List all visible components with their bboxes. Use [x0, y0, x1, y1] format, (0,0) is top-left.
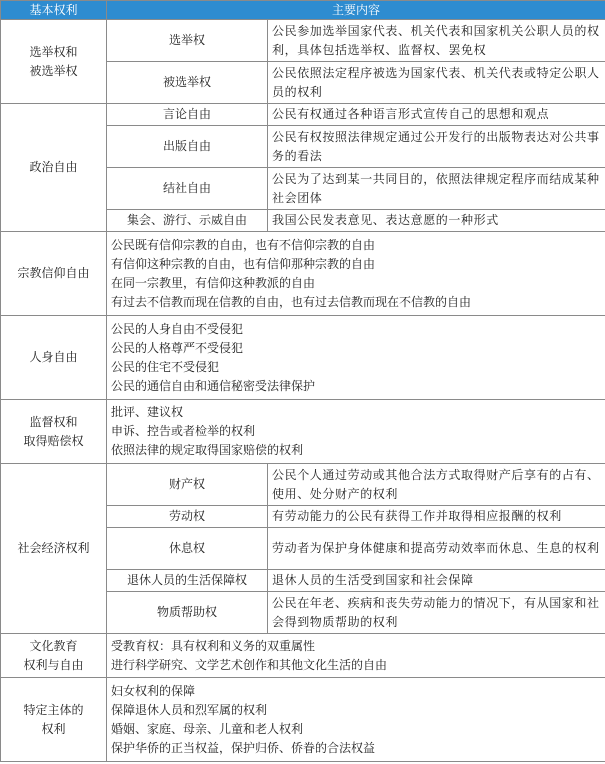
right-name: 言论自由 [107, 104, 268, 126]
category-label: 取得赔偿权 [23, 433, 84, 448]
category-cell: 政治自由 [1, 104, 107, 232]
right-name: 休息权 [107, 528, 268, 570]
table-row [1, 400, 605, 464]
list-item: 有信仰这种宗教的自由，也有信仰那种宗教的自由 [111, 256, 376, 271]
list-item: 有过去不信教而现在信教的自由，也有过去信教而现在不信教的自由 [111, 294, 472, 309]
list-item: 公民的人身自由不受侵犯 [111, 321, 244, 336]
table-row [1, 20, 605, 62]
category-cell [1, 400, 107, 464]
right-description: 公民参加选举国家代表、机关代表和国家机关公职人员的权利，具体包括选举权、监督权、罢免权 [268, 20, 605, 62]
category-label: 权利 [41, 721, 66, 736]
right-description: 公民个人通过劳动或其他合法方式取得财产后享有的占有、使用、处分财产的权利 [268, 464, 605, 506]
category-cell: 社会经济权利 [1, 464, 107, 634]
list-item: 进行科学研究、文学艺术创作和其他文化生活的自由 [111, 657, 388, 672]
category-label: 监督权和 [29, 414, 78, 429]
category-label: 被选举权 [29, 63, 78, 78]
content-list [107, 316, 605, 400]
list-item: 申诉、控告或者检举的权利 [111, 424, 256, 438]
right-name: 退休人员的生活保障权 [107, 570, 268, 592]
right-name: 集会、游行、示威自由 [107, 210, 268, 232]
right-description: 公民有权按照法律规定通过公开发行的出版物表达对公共事务的看法 [268, 126, 605, 168]
right-description: 公民在年老、疾病和丧失劳动能力的情况下，有从国家和社会得到物质帮助的权利 [268, 592, 605, 634]
list-item: 保护华侨的正当权益，保护归侨、侨眷的合法权益 [111, 740, 376, 755]
right-description: 劳动者为保护身体健康和提高劳动效率而休息、生息的权利 [268, 528, 605, 570]
right-description: 有劳动能力的公民有获得工作并取得相应报酬的权利 [268, 506, 605, 528]
list-item: 公民既有信仰宗教的自由，也有不信仰宗教的自由 [111, 237, 376, 252]
content-list [107, 232, 605, 316]
right-name: 出版自由 [107, 126, 268, 168]
category-cell: 宗教信仰自由 [1, 232, 107, 316]
header-main-content: 主要内容 [107, 1, 605, 20]
list-item: 公民的住宅不受侵犯 [111, 359, 220, 374]
table-row [1, 678, 605, 762]
category-label: 文化教育 [29, 638, 78, 653]
category-cell: 人身自由 [1, 316, 107, 400]
list-item: 受教育权：具有权利和义务的双重属性 [111, 638, 316, 653]
right-name: 结社自由 [107, 168, 268, 210]
list-item: 公民的人格尊严不受侵犯 [111, 340, 244, 355]
category-label: 选举权和 [29, 44, 78, 59]
content-list [107, 400, 605, 464]
right-description: 我国公民发表意见、表达意愿的一种形式 [268, 210, 605, 232]
category-label: 权利与自由 [23, 657, 84, 672]
table-row [1, 464, 605, 506]
right-name: 物质帮助权 [107, 592, 268, 634]
table-row [1, 232, 605, 316]
list-item: 公民的通信自由和通信秘密受法律保护 [111, 378, 316, 393]
list-item: 保障退休人员和烈军属的权利 [111, 702, 268, 717]
right-description: 公民依照法定程序被选为国家代表、机关代表或特定公职人员的权利 [268, 62, 605, 104]
right-name: 财产权 [107, 464, 268, 506]
right-name: 劳动权 [107, 506, 268, 528]
list-item: 批评、建议权 [111, 405, 184, 419]
category-cell [1, 634, 107, 678]
list-item: 婚姻、家庭、母亲、儿童和老人权利 [111, 721, 304, 736]
right-description: 公民有权通过各种语言形式宣传自己的思想和观点 [268, 104, 605, 126]
table-row [1, 316, 605, 400]
table-row [1, 634, 605, 678]
right-name: 选举权 [107, 20, 268, 62]
list-item: 在同一宗教里，有信仰这种教派的自由 [111, 275, 316, 290]
content-list [107, 678, 605, 762]
list-item: 妇女权利的保障 [111, 683, 196, 698]
category-cell [1, 678, 107, 762]
content-list [107, 634, 605, 678]
list-item: 依照法律的规定取得国家赔偿的权利 [111, 443, 304, 457]
category-label: 特定主体的 [23, 702, 84, 717]
category-cell [1, 20, 107, 104]
right-description: 公民为了达到某一共同目的，依照法律规定程序而结成某种社会团体 [268, 168, 605, 210]
right-name: 被选举权 [107, 62, 268, 104]
table-header [1, 1, 605, 20]
table-row [1, 104, 605, 126]
right-description: 退休人员的生活受到国家和社会保障 [268, 570, 605, 592]
header-basic-rights: 基本权利 [1, 1, 107, 20]
